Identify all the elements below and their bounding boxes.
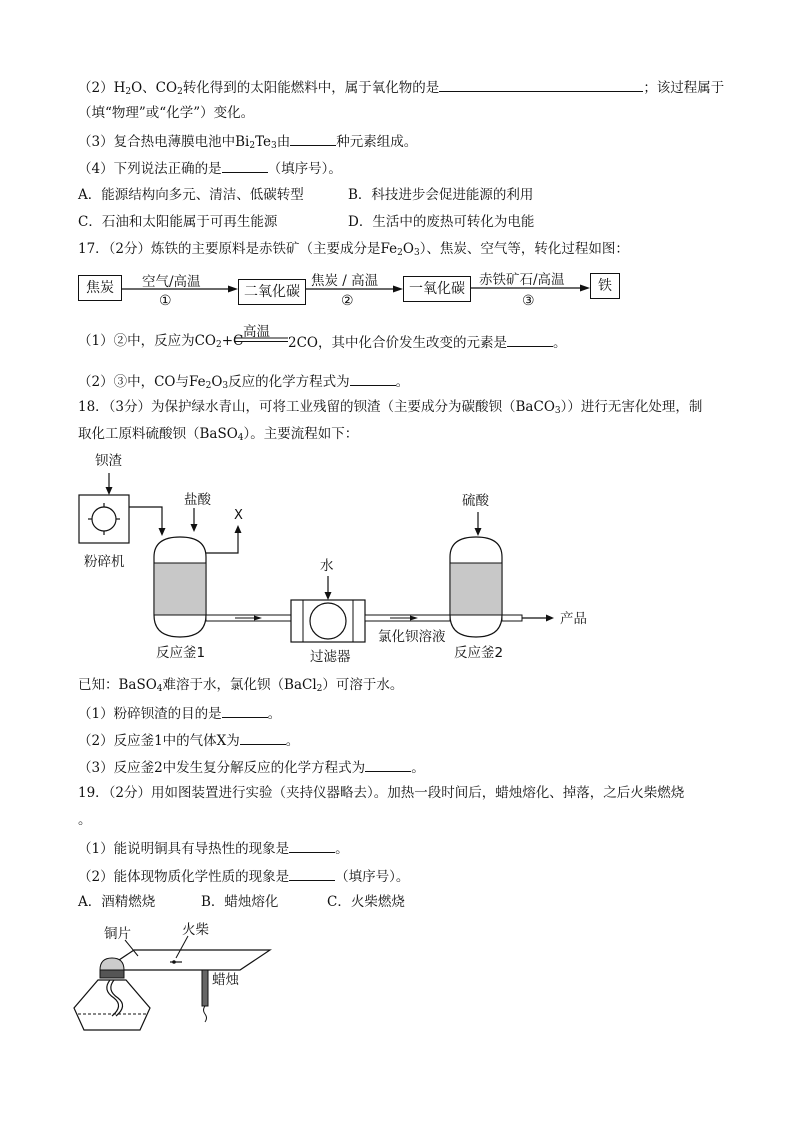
reactor1-liquid [154,563,206,615]
q18-known [78,676,403,694]
q19-part1 [78,838,349,858]
q18-p3-text-b: 。 [411,760,425,776]
reactor2-liquid [450,563,502,615]
option-b-text: B．科技进步会促进能源的利用 [348,187,534,203]
sub: 3 [222,381,229,391]
answer-blank[interactable] [289,866,335,881]
q19-p1-text-a: （1）能说明铜具有导热性的现象是 [78,841,290,857]
sub: 4 [237,433,244,443]
option-a-text: A．能源结构向多元、清洁、低碳转型 [78,187,304,203]
arrow3-label: 赤铁矿石/高温 [479,272,565,288]
flow-box-iron: 铁 [590,273,620,299]
label-reactor2: 反应釜2 [454,645,504,661]
sub: 2 [125,87,132,97]
q17-p2-text-b: O [211,374,223,390]
q18-intro2-a: 取化工原料硫酸钡（BaSO [78,426,238,442]
sub: 3 [271,141,277,151]
answer-blank[interactable] [350,371,396,386]
q16-p2-line2-text: （填“物理”或“化学”）变化。 [78,105,255,121]
q17-part1-cont [288,332,567,352]
burner-cap [100,970,124,978]
q18-p1-text-a: （1）粉碎钡渣的目的是 [78,706,222,722]
crusher-box [79,495,129,543]
q17-intro-c: ）、焦炭、空气等，转化过程如图： [419,241,629,257]
flow-box-co2: 二氧化碳 [238,279,306,305]
label-crusher: 粉碎机 [84,554,125,570]
q18-intro-line1 [78,398,702,416]
answer-blank[interactable] [240,730,286,745]
q18-process-diagram [70,445,610,670]
filter-drum-icon [310,603,346,639]
sub: 2 [177,87,183,97]
q17-intro-b: O [402,241,414,257]
q18-part2 [78,730,299,750]
q18-known-b: 难溶于水，氯化钡（BaCl [162,677,317,693]
q17-p2-text-d: 。 [395,374,410,390]
q19-apparatus-diagram [70,918,290,1048]
step2-marker: ② [341,293,354,309]
q17-part1 [78,332,243,350]
label-solution: 氯化钡溶液 [378,629,446,645]
label-gas: X [234,508,243,523]
q16-p4-text-b: （填序号）。 [267,161,342,177]
reaction-equals-sign [232,336,292,344]
q16-p3-text-b: Te [255,134,272,150]
q18-known-c: ）可溶于水。 [322,677,404,693]
sub: 3 [554,406,561,416]
q19-option-c[interactable] [327,893,405,911]
label-water: 水 [320,558,334,574]
q16-p4-text-a: （4）下列说法正确的是 [78,161,222,177]
q17-p1-text-a: （1）②中，反应为CO [78,333,216,349]
step3-marker: ③ [522,293,535,309]
flow-box-co: 一氧化碳 [403,276,471,302]
q19-intro-end [78,811,92,829]
sub: 2 [249,141,256,151]
label-acid1: 盐酸 [184,492,211,508]
step1-marker: ① [159,293,172,309]
q18-part3 [78,757,425,777]
label-reactor1: 反应釜1 [156,645,206,661]
q17-p2-text-c: 反应的化学方程式为 [228,374,350,390]
q16-p2-text-b: O、CO [131,80,178,96]
q18-intro-line2 [78,425,358,443]
label-product: 产品 [560,611,587,627]
q19-intro [78,784,684,802]
q16-p2-text-d: ；该过程属于 [643,80,725,96]
label-input: 钡渣 [95,453,122,469]
q16-p3-text-a: （3）复合热电薄膜电池中Bi [78,134,250,150]
q17-p1-text-b: +C [221,333,244,349]
option-a-text: A．酒精燃烧 [78,894,156,910]
q19-option-b[interactable] [201,893,278,911]
q17-p1-text-d: 。 [553,335,567,351]
answer-blank[interactable] [365,757,411,772]
option-c-text: C．石油和太阳能属于可再生能源 [78,214,278,230]
arrow2-label: 焦炭 / 高温 [311,273,379,289]
option-d-text: D．生活中的废热可转化为电能 [348,214,535,230]
answer-blank[interactable] [507,332,553,347]
q18-part1 [78,703,281,723]
label-match: 火柴 [182,922,209,938]
alcohol-lamp [74,980,150,1030]
q16-p3-text-d: 种元素组成。 [336,134,418,150]
q19-part2 [78,866,409,886]
q16-p2-text-c: 转化得到的太阳能燃料中，属于氧化物的是 [182,80,440,96]
q18-intro1-b: ））进行无害化处理，制 [560,399,703,415]
q17-p1-text-c: 2CO，其中化合价发生改变的元素是 [288,335,507,351]
flow-box-coke: 焦炭 [78,275,122,301]
arrow1-label: 空气/高温 [142,274,201,290]
q17-part2 [78,371,409,391]
sub: 2 [397,248,403,258]
q16-p2-text-a: （2）H [78,80,126,96]
q19-p1-text-b: 。 [335,841,349,857]
label-copper: 铜片 [104,926,131,942]
answer-blank[interactable] [222,703,268,718]
sub: 3 [413,248,420,258]
q18-p2-text-b: 。 [285,733,300,749]
flow-arrows [0,0,794,320]
sub: 2 [216,340,222,350]
q19-intro-text: 19．（2分）用如图装置进行实验（夹持仪器略去）。加热一段时间后，蜡烛熔化、掉落，之后火柴燃烧 [78,785,685,801]
q18-p3-text-a: （3）反应釜2中发生复分解反应的化学方程式为 [78,760,366,776]
label-filter: 过滤器 [310,649,351,665]
q18-p1-text-b: 。 [267,706,282,722]
q19-p2-text-a: （2）能体现物质化学性质的现象是 [78,869,290,885]
candle [202,970,208,1006]
reaction-condition: 高温 [243,324,270,340]
q18-known-a: 已知：BaSO [78,677,157,693]
option-b-text: B．蜡烛熔化 [201,894,279,910]
sub: 2 [205,381,212,391]
q17-intro-a: 17．（2分）炼铁的主要原料是赤铁矿（主要成分是Fe [78,241,398,257]
q16-p3-text-c: 由 [276,134,291,150]
sub: 2 [316,684,323,694]
q17-p2-text-a: （2）③中，CO与Fe [78,374,206,390]
label-candle: 蜡烛 [212,972,239,988]
copper-sheet [104,950,270,970]
label-acid2: 硫酸 [462,493,489,509]
q19-p2-text-b: （填序号）。 [335,869,410,885]
answer-blank[interactable] [289,838,335,853]
flame [100,958,124,970]
q18-p2-text-a: （2）反应釜1中的气体X为 [78,733,240,749]
q19-intro-end-text: 。 [78,812,92,828]
sub: 4 [156,684,163,694]
q19-option-a[interactable] [78,893,155,911]
q18-intro2-b: ）。主要流程如下： [243,426,359,442]
q18-intro1-a: 18．（3分）为保护绿水青山，可将工业残留的钡渣（主要成分为碳酸钡（BaCO [78,399,555,415]
option-c-text: C．火柴燃烧 [327,894,405,910]
